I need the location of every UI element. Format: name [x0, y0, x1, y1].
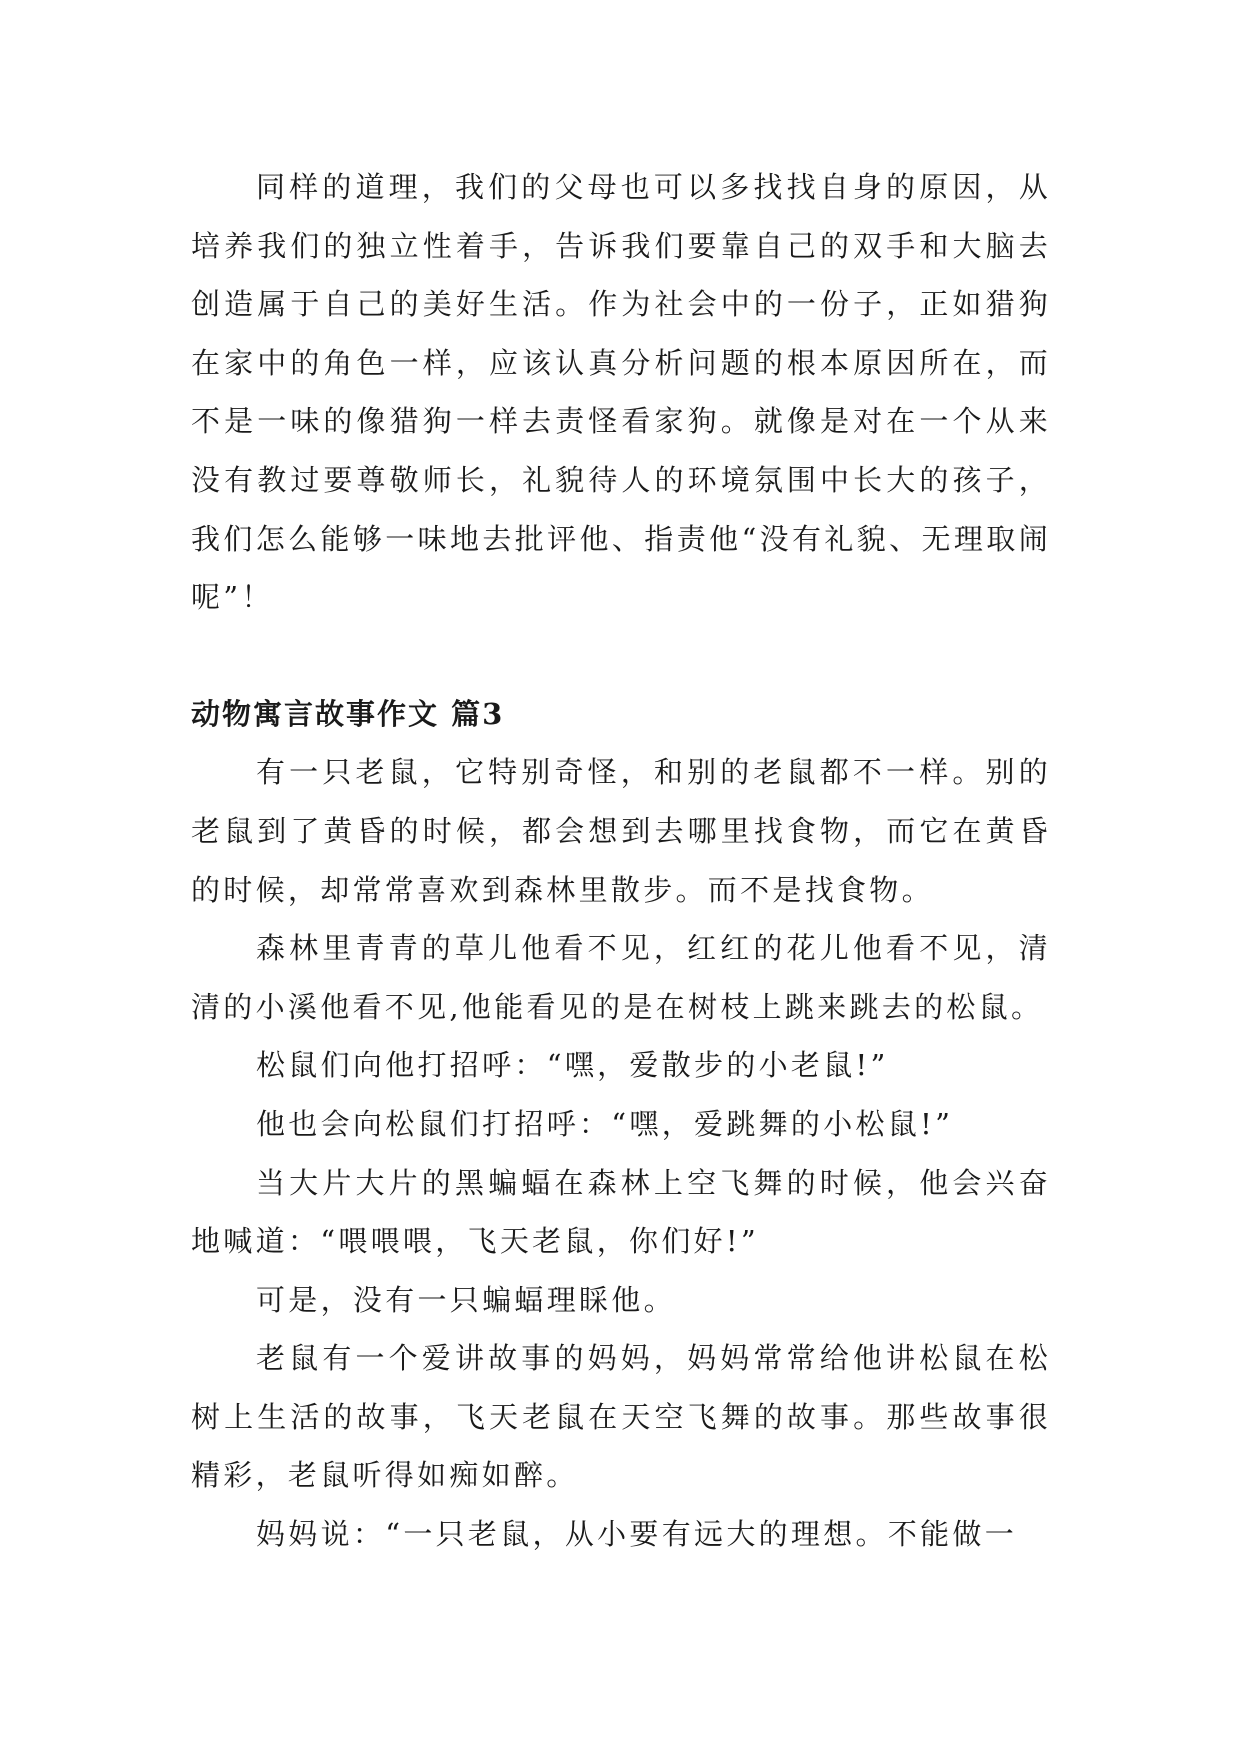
- story-paragraph: 松鼠们向他打招呼：“嘿，爱散步的小老鼠!”: [256, 1048, 889, 1083]
- text-column: [191, 158, 1051, 1564]
- story-paragraph: 可是，没有一只蝙蝠理睬他。: [256, 1282, 676, 1317]
- section-heading: 动物寓言故事作文 篇3: [191, 696, 505, 731]
- story-paragraph: 他也会向松鼠们打招呼：“嘿，爱跳舞的小松鼠!”: [256, 1106, 954, 1141]
- story-paragraph: 森林里青青的草儿他看不见，红红的花儿他看不见，清清的小溪他看不见,他能看见的是在树枝上跳来跳去的松鼠。: [191, 931, 1051, 1024]
- story-paragraph: 老鼠有一个爱讲故事的妈妈，妈妈常常给他讲松鼠在松树上生活的故事，飞天老鼠在天空飞舞的故事。那些故事很精彩，老鼠听得如痴如醉。: [191, 1341, 1051, 1493]
- story-paragraph: 当大片大片的黑蝙蝠在森林上空飞舞的时候，他会兴奋地喊道：“喂喂喂，飞天老鼠，你们好!”: [191, 1165, 1051, 1259]
- section-spacer: [191, 627, 1051, 685]
- story-paragraph: 妈妈说：“一只老鼠，从小要有远大的理想。不能做一: [256, 1517, 1018, 1552]
- story-paragraph: 有一只老鼠，它特别奇怪，和别的老鼠都不一样。别的老鼠到了黄昏的时候，都会想到去哪里找食物，而它在黄昏的时候，却常常喜欢到森林里散步。而不是找食物。: [191, 755, 1051, 907]
- intro-paragraph: 同样的道理，我们的父母也可以多找找自身的原因，从培养我们的独立性着手，告诉我们要靠自己的双手和大脑去创造属于自己的美好生活。作为社会中的一份子，正如猎狗在家中的角色一样，应该认真分析问题的根本原因所在，而不是一味的像猎狗一样去责怪看家狗。就像是对在一个从来没有教过要尊敬师长，礼貌待人的环境氛围中长大的孩子，我们怎么能够一味地去批评他、指责他“没有礼貌、无理取闹呢”！: [191, 170, 1051, 615]
